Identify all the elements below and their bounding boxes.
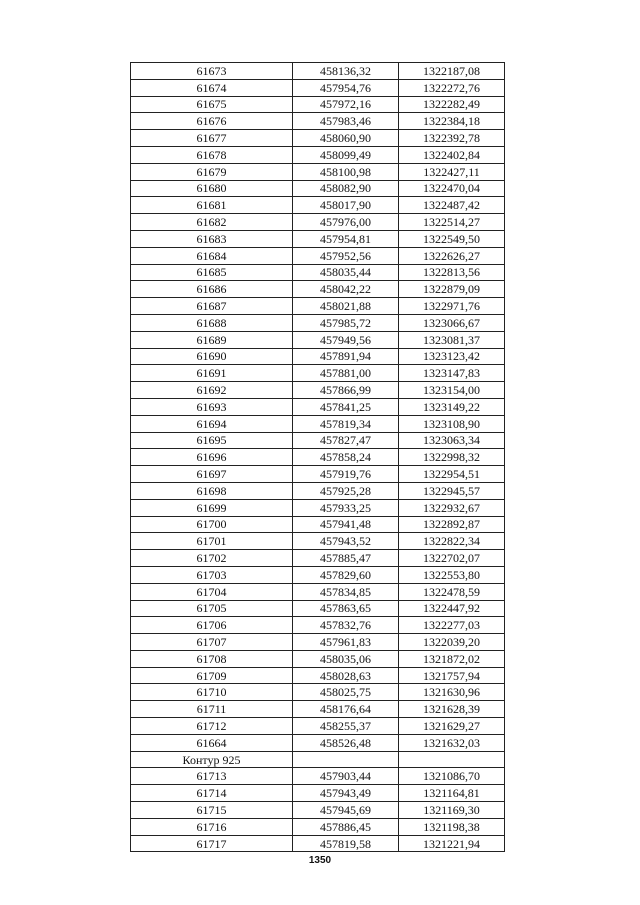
point-number-cell: 61714 [131,785,293,802]
table-row [131,382,505,399]
point-number-cell: 61693 [131,398,293,415]
table-row [131,230,505,247]
point-number-cell: 61705 [131,600,293,617]
x-coordinate-cell: 457919,76 [293,466,399,483]
table-row [131,734,505,751]
point-number-cell: 61675 [131,96,293,113]
point-number-cell: 61694 [131,415,293,432]
y-coordinate-cell: 1322470,04 [399,180,505,197]
table-row [131,415,505,432]
y-coordinate-cell: 1321221,94 [399,835,505,852]
y-coordinate-cell: 1323123,42 [399,348,505,365]
y-coordinate-cell: 1322487,42 [399,197,505,214]
table-row [131,449,505,466]
point-number-cell: 61679 [131,163,293,180]
table-row [131,281,505,298]
page-number: 1350 [308,855,332,866]
y-coordinate-cell: 1321198,38 [399,818,505,835]
y-coordinate-cell: 1321628,39 [399,701,505,718]
coordinates-table-body [131,63,505,852]
x-coordinate-cell: 457983,46 [293,113,399,130]
y-coordinate-cell: 1321169,30 [399,802,505,819]
y-coordinate-cell: 1321164,81 [399,785,505,802]
y-coordinate-cell: 1321629,27 [399,718,505,735]
x-coordinate-cell [293,751,399,768]
point-number-cell: 61691 [131,365,293,382]
point-number-cell: 61673 [131,63,293,80]
y-coordinate-cell: 1322039,20 [399,634,505,651]
point-number-cell: 61706 [131,617,293,634]
y-coordinate-cell: 1322427,11 [399,163,505,180]
y-coordinate-cell: 1323081,37 [399,331,505,348]
point-number-cell: 61688 [131,314,293,331]
y-coordinate-cell: 1322879,09 [399,281,505,298]
y-coordinate-cell: 1322282,49 [399,96,505,113]
x-coordinate-cell: 457976,00 [293,214,399,231]
point-number-cell: 61702 [131,550,293,567]
y-coordinate-cell: 1323154,00 [399,382,505,399]
y-coordinate-cell: 1322822,34 [399,533,505,550]
y-coordinate-cell: 1322945,57 [399,482,505,499]
section-header-row [131,751,505,768]
x-coordinate-cell: 457933,25 [293,499,399,516]
table-row [131,566,505,583]
point-number-cell: 61708 [131,650,293,667]
x-coordinate-cell: 457952,56 [293,247,399,264]
table-row [131,516,505,533]
y-coordinate-cell: 1322932,67 [399,499,505,516]
table-row [131,113,505,130]
x-coordinate-cell: 458100,98 [293,163,399,180]
table-row [131,247,505,264]
point-number-cell: 61710 [131,684,293,701]
y-coordinate-cell: 1323066,67 [399,314,505,331]
table-row [131,684,505,701]
table-row [131,331,505,348]
point-number-cell: 61681 [131,197,293,214]
y-coordinate-cell: 1322402,84 [399,146,505,163]
x-coordinate-cell: 457834,85 [293,583,399,600]
x-coordinate-cell: 457954,81 [293,230,399,247]
y-coordinate-cell: 1323108,90 [399,415,505,432]
point-number-cell: 61695 [131,432,293,449]
x-coordinate-cell: 457943,49 [293,785,399,802]
x-coordinate-cell: 458255,37 [293,718,399,735]
point-number-cell: 61716 [131,818,293,835]
x-coordinate-cell: 457886,45 [293,818,399,835]
x-coordinate-cell: 457949,56 [293,331,399,348]
coordinates-table [130,62,505,852]
y-coordinate-cell: 1321632,03 [399,734,505,751]
x-coordinate-cell: 458060,90 [293,130,399,147]
x-coordinate-cell: 458028,63 [293,667,399,684]
table-row [131,466,505,483]
table-row [131,617,505,634]
point-number-cell: 61717 [131,835,293,852]
x-coordinate-cell: 457891,94 [293,348,399,365]
x-coordinate-cell: 457841,25 [293,398,399,415]
x-coordinate-cell: 458021,88 [293,298,399,315]
x-coordinate-cell: 458042,22 [293,281,399,298]
point-number-cell: 61701 [131,533,293,550]
point-number-cell: 61664 [131,734,293,751]
x-coordinate-cell: 457819,58 [293,835,399,852]
x-coordinate-cell: 457863,65 [293,600,399,617]
x-coordinate-cell: 458025,75 [293,684,399,701]
table-row [131,550,505,567]
y-coordinate-cell: 1322553,80 [399,566,505,583]
x-coordinate-cell: 457827,47 [293,432,399,449]
table-row [131,533,505,550]
table-row [131,365,505,382]
table-row [131,768,505,785]
table-row [131,163,505,180]
table-row [131,600,505,617]
point-number-cell: 61715 [131,802,293,819]
x-coordinate-cell: 458082,90 [293,180,399,197]
table-row [131,432,505,449]
y-coordinate-cell: 1322272,76 [399,79,505,96]
y-coordinate-cell: 1323149,22 [399,398,505,415]
y-coordinate-cell: 1322998,32 [399,449,505,466]
point-number-cell: 61703 [131,566,293,583]
x-coordinate-cell: 457943,52 [293,533,399,550]
y-coordinate-cell: 1322478,59 [399,583,505,600]
x-coordinate-cell: 457961,83 [293,634,399,651]
table-row [131,650,505,667]
x-coordinate-cell: 457832,76 [293,617,399,634]
table-row [131,667,505,684]
table-row [131,264,505,281]
point-number-cell: 61712 [131,718,293,735]
table-row [131,96,505,113]
point-number-cell: 61698 [131,482,293,499]
x-coordinate-cell: 457903,44 [293,768,399,785]
table-row [131,718,505,735]
point-number-cell: 61682 [131,214,293,231]
point-number-cell: 61700 [131,516,293,533]
table-row [131,482,505,499]
y-coordinate-cell: 1322514,27 [399,214,505,231]
y-coordinate-cell: 1322187,08 [399,63,505,80]
x-coordinate-cell: 457885,47 [293,550,399,567]
table-row [131,499,505,516]
y-coordinate-cell: 1322392,78 [399,130,505,147]
x-coordinate-cell: 458035,44 [293,264,399,281]
y-coordinate-cell: 1321757,94 [399,667,505,684]
point-number-cell: 61704 [131,583,293,600]
x-coordinate-cell: 457858,24 [293,449,399,466]
table-row [131,180,505,197]
point-number-cell: 61689 [131,331,293,348]
x-coordinate-cell: 458526,48 [293,734,399,751]
point-number-cell: 61680 [131,180,293,197]
x-coordinate-cell: 457866,99 [293,382,399,399]
point-number-cell: 61713 [131,768,293,785]
y-coordinate-cell: 1322549,50 [399,230,505,247]
point-number-cell: 61676 [131,113,293,130]
point-number-cell: 61690 [131,348,293,365]
point-number-cell: 61697 [131,466,293,483]
y-coordinate-cell [399,751,505,768]
x-coordinate-cell: 458017,90 [293,197,399,214]
table-row [131,634,505,651]
table-row [131,835,505,852]
table-row [131,63,505,80]
table-row [131,130,505,147]
x-coordinate-cell: 458035,06 [293,650,399,667]
table-row [131,583,505,600]
x-coordinate-cell: 457829,60 [293,566,399,583]
x-coordinate-cell: 457925,28 [293,482,399,499]
y-coordinate-cell: 1322892,87 [399,516,505,533]
table-row [131,802,505,819]
x-coordinate-cell: 457819,34 [293,415,399,432]
point-number-cell: 61686 [131,281,293,298]
y-coordinate-cell: 1322447,92 [399,600,505,617]
table-row [131,818,505,835]
point-number-cell: 61685 [131,264,293,281]
y-coordinate-cell: 1322702,07 [399,550,505,567]
table-row [131,214,505,231]
x-coordinate-cell: 457954,76 [293,79,399,96]
point-number-cell: 61674 [131,79,293,96]
x-coordinate-cell: 457972,16 [293,96,399,113]
y-coordinate-cell: 1321086,70 [399,768,505,785]
table-row [131,197,505,214]
y-coordinate-cell: 1322813,56 [399,264,505,281]
point-number-cell: 61684 [131,247,293,264]
y-coordinate-cell: 1322626,27 [399,247,505,264]
x-coordinate-cell: 457881,00 [293,365,399,382]
y-coordinate-cell: 1321872,02 [399,650,505,667]
point-number-cell: 61683 [131,230,293,247]
y-coordinate-cell: 1323063,34 [399,432,505,449]
y-coordinate-cell: 1322384,18 [399,113,505,130]
point-number-cell: 61692 [131,382,293,399]
x-coordinate-cell: 458176,64 [293,701,399,718]
point-number-cell: 61687 [131,298,293,315]
x-coordinate-cell: 457945,69 [293,802,399,819]
table-row [131,79,505,96]
y-coordinate-cell: 1323147,83 [399,365,505,382]
point-number-cell: 61696 [131,449,293,466]
x-coordinate-cell: 457985,72 [293,314,399,331]
x-coordinate-cell: 458136,32 [293,63,399,80]
table-row [131,146,505,163]
y-coordinate-cell: 1322971,76 [399,298,505,315]
point-number-cell: 61699 [131,499,293,516]
point-number-cell: 61707 [131,634,293,651]
point-number-cell: 61678 [131,146,293,163]
section-title-cell: Контур 925 [131,751,293,768]
y-coordinate-cell: 1322954,51 [399,466,505,483]
x-coordinate-cell: 458099,49 [293,146,399,163]
table-row [131,398,505,415]
y-coordinate-cell: 1321630,96 [399,684,505,701]
table-row [131,785,505,802]
x-coordinate-cell: 457941,48 [293,516,399,533]
table-row [131,314,505,331]
y-coordinate-cell: 1322277,03 [399,617,505,634]
table-row [131,298,505,315]
table-row [131,701,505,718]
point-number-cell: 61709 [131,667,293,684]
point-number-cell: 61677 [131,130,293,147]
table-row [131,348,505,365]
point-number-cell: 61711 [131,701,293,718]
